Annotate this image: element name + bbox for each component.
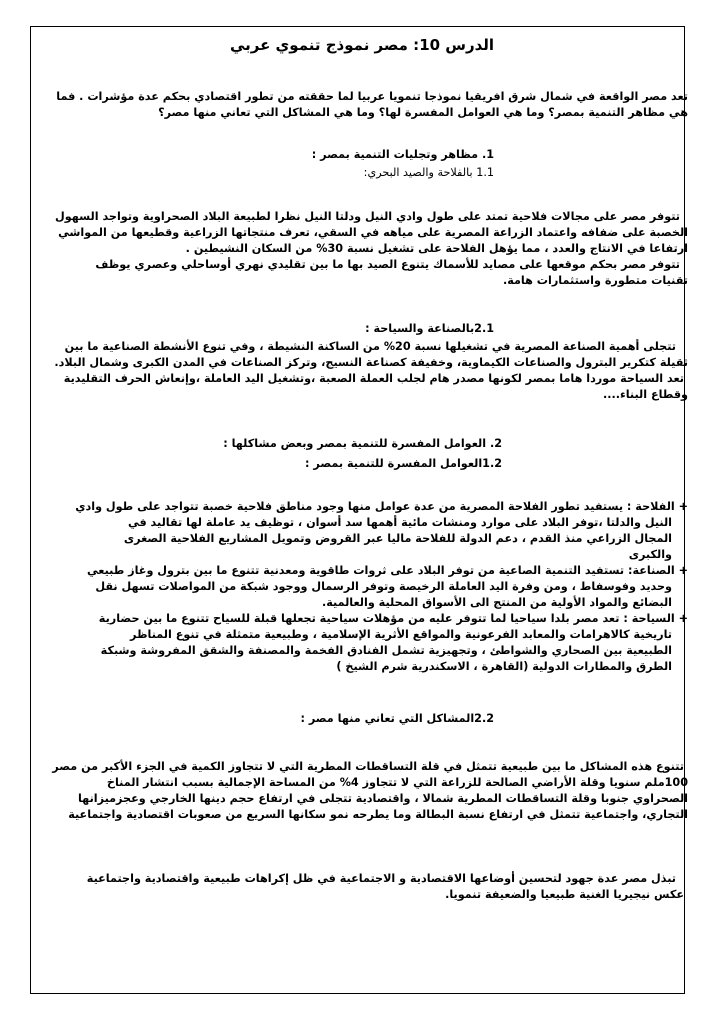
section-2-title: 2. العوامل المفسرة للتنمية بمصر وبعض مشاكلها : [223,437,502,450]
s11-p1-line-3: ارتفاعا في الانتاج والعدد ، مما يؤهل الفلاحة على تشغيل نسبة 30% من السكان النشيطين . [185,242,688,255]
s21-p1-line-2: ثقيلة كتكرير البترول والصناعات الكيماوية، وخفيفة كصناعة النسيج، وتركز الصناعات في المدن الكبرى وشمال البلاد. [54,356,688,369]
section-2-1-title: 2.1بالصناعة والسياحة : [365,322,494,335]
factor-tourism-line-2: تاريخية كالاهرامات والمعابد الفرعونية والمواقع الأثرية الإسلامية ، وطبيعية متمثلة في تنوع المناظر [130,628,672,641]
s11-p1-line-1: تتوفر مصر على مجالات فلاحية تمتد على طول وادي النيل ودلتا النيل نظرا لطبيعة البلاد الصحراوية وتواجد السهول [55,210,680,223]
conclusion-line-2: عكس نيجيريا الغنية طبيعيا والضعيفة تنمويا. [445,888,684,901]
intro-line-1: تعد مصر الواقعة في شمال شرق افريقيا نموذجا تنمويا عربيا لما حققته من تطور اقتصادي بحكم عدة مؤشرات . فما [56,90,688,103]
lesson-title: الدرس 10: مصر نموذج تنموي عربي [229,36,495,54]
s21-p1-line-1: تتجلى أهمية الصناعة المصرية في تشغيلها نسبة 20% من الساكنة النشيطة ، وفي تنوع الأنشطة الصناعية ما بين [64,340,676,353]
factor-farming-line-2: النيل والدلتا ،توفر البلاد على موارد ومنشات مائية أهمها سد أسوان ، توظيف يد عاملة لها تقاليد في [128,516,672,529]
factor-tourism-line-1: + السياحة : تعد مصر بلدا سياحيا لما تتوفر عليه من مؤهلات سياحية تجعلها قبلة للسياح تتنوع ما بين حضارية [98,612,688,625]
factor-farming-line-4: والكبرى [628,548,672,561]
section-1-1-title [364,166,494,180]
factor-tourism-line-4: الطرق والمطارات الدولية (القاهرة ، الاسكندرية شرم الشيخ ) [336,660,672,673]
section-1-title: 1. مظاهر وتجليات التنمية بمصر : [311,148,494,161]
s21-p2-line-2: وقطاع البناء.... [602,388,688,401]
problems-line-2: 100ملم سنويا وقلة الأراضي الصالحة للزراعة التي لا تتجاوز 4% من المساحة الإجمالية بسبب انتشار المناخ [106,776,688,789]
factor-farming-line-3: المجال الزراعي منذ القدم ، دعم الدولة للفلاحة ماليا عبر القروض وتمويل المشاريع الفلاحية الصغرى [123,532,672,545]
conclusion-line-1: تبذل مصر عدة جهود لتحسين أوضاعها الاقتصادية و الاجتماعية في ظل إكراهات طبيعية واقتصادية واجتماعية [86,872,676,885]
factor-industry-line-1: + الصناعة: تستفيد التنمية الصاعية من توفر البلاد على ثروات طاقوية ومعدنية تتنوع ما بين بترول وغاز طبيعي [86,564,688,577]
problems-line-3: الصحراوي جنوبا وقلة التساقطات المطرية شمالا ، واقتصادية تتجلى في ارتفاع حجم دينها الخارجي وعجزميزانها [77,792,688,805]
s11-p2-line-1: تتوفر مصر بحكم موقعها على مصايد للأسماك يتنوع الصيد بها ما بين تقليدي نهري أوساحلي وعصري يوظف [95,258,680,271]
factor-farming-line-1: + الفلاحة : يستفيد تطور الفلاحة المصرية من عدة عوامل منها وجود مناطق فلاحية خصبة تتواجد على طول وادي [75,500,688,513]
s11-p1-line-2: الخصبة على ضفافه واعتماد الزراعة المصرية على مياهه في السقي، تعرف منتجاتها الزراعية وقطيعها من المواشي [58,226,688,239]
s11-p2-line-2: تقنيات متطورة واستثمارات هامة. [502,274,688,287]
section-2-2-title: 2.2المشاكل التي تعاني منها مصر : [300,712,494,725]
factor-tourism-line-3: الطبيعية بين الصحاري والشواطئ ، وتجهيزية تشمل الفنادق الفخمة والمصنفة والشقق المفروشة وشبكة [100,644,672,657]
factor-industry-line-2: وحديد وفوسفاط ، ومن وفرة اليد العاملة الرخيصة وتوفر الرسمال ووجود شبكة من المواصلات تسهل نقل [95,580,672,593]
problems-line-4: التجاري، واجتماعية تتمثل في ارتفاع نسبة البطالة وما يطرحه نمو سكانها السريع من صعوبات اقتصادية واجتماعية [68,808,688,821]
intro-line-2: هي مظاهر التنمية بمصر؟ وما هي العوامل المفسرة لها؟ وما هي المشاكل التي تعاني منها مصر؟ [158,106,688,119]
section-1-1-title-text: 1.1 بالفلاحة والصيد البحري: [363,166,494,179]
problems-line-1: تتنوع هذه المشاكل ما بين طبيعية تتمثل في قلة التساقطات المطرية التي لا تتجاوز الكمية في الجزء الأكبر من مصر [52,760,684,773]
s21-p2-line-1: تعد السياحة موردا هاما بمصر لكونها مصدر هام لجلب العملة الصعبة ،وتشغيل اليد العاملة ،وإنعاش الحرف التقليدية [63,372,684,385]
factor-industry-line-3: البضائع والمواد الأولية من المنتج الى الأسواق المحلية والعالمية. [321,596,672,609]
section-1-2-title: 1.2العوامل المفسرة للتنمية بمصر : [305,457,502,470]
